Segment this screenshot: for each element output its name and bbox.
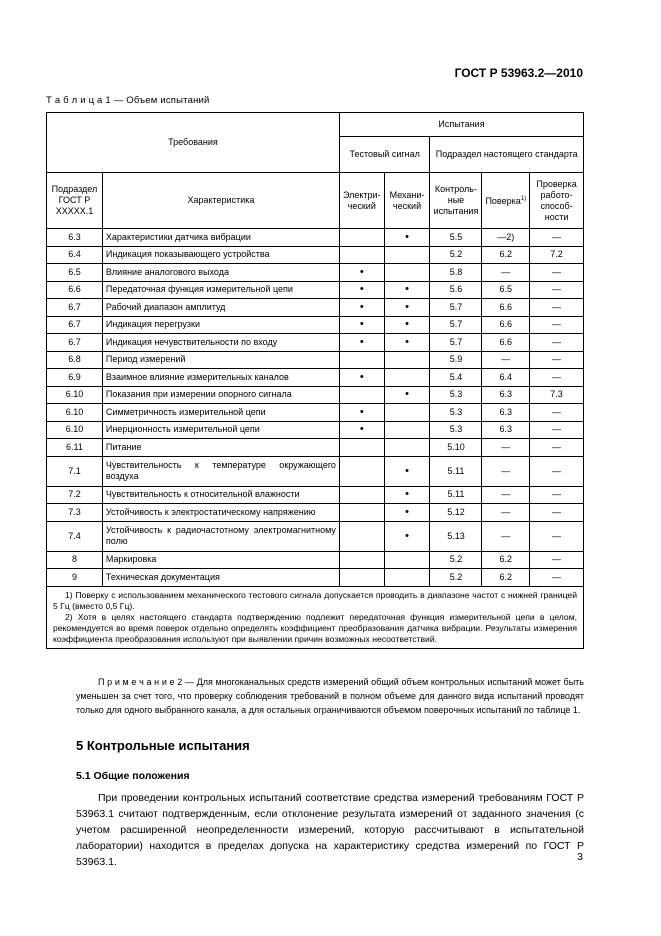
cell-electric — [339, 504, 384, 522]
cell-electric: • — [339, 281, 384, 299]
cell-characteristic: Маркировка — [102, 551, 339, 569]
cell-characteristic: Чувствительность к относительной влажности — [102, 486, 339, 504]
cell-electric: • — [339, 334, 384, 352]
document-header: ГОСТ Р 53963.2—2010 — [454, 66, 583, 80]
cell-subsection: 6.11 — [47, 439, 103, 457]
cell-subsection: 6.9 — [47, 369, 103, 387]
cell-control: 5.10 — [430, 439, 482, 457]
cell-mechanic: • — [384, 386, 430, 404]
table-row — [47, 264, 584, 282]
cell-electric: • — [339, 369, 384, 387]
cell-mechanic: • — [384, 521, 430, 551]
cell-control: 5.2 — [430, 569, 482, 587]
cell-control: 5.3 — [430, 404, 482, 422]
cell-characteristic: Устойчивость к радиочастотному электромагнитному полю — [102, 521, 339, 551]
cell-subsection: 6.7 — [47, 299, 103, 317]
cell-check: — — [530, 421, 584, 439]
cell-subsection: 7.4 — [47, 521, 103, 551]
cell-mechanic — [384, 351, 430, 369]
table-row — [47, 386, 584, 404]
cell-verify: 6.4 — [482, 369, 530, 387]
cell-verify: 6.3 — [482, 386, 530, 404]
cell-control: 5.2 — [430, 246, 482, 264]
cell-check: — — [530, 369, 584, 387]
cell-check: — — [530, 456, 584, 486]
table-row — [47, 369, 584, 387]
table-row — [47, 421, 584, 439]
cell-characteristic: Индикация показывающего устройства — [102, 246, 339, 264]
cell-control: 5.9 — [430, 351, 482, 369]
cell-mechanic — [384, 551, 430, 569]
cell-control: 5.2 — [430, 551, 482, 569]
table-row — [47, 334, 584, 352]
subsection-title: 5.1 Общие положения — [76, 770, 190, 782]
cell-verify: 6.2 — [482, 551, 530, 569]
cell-electric: • — [339, 316, 384, 334]
table-row — [47, 439, 584, 457]
cell-mechanic — [384, 264, 430, 282]
header-mechanic: Механи-ческий — [384, 173, 430, 229]
cell-mechanic — [384, 421, 430, 439]
page-number: 3 — [577, 851, 583, 863]
tests-table — [46, 112, 584, 649]
cell-check: — — [530, 316, 584, 334]
cell-electric — [339, 486, 384, 504]
table-row — [47, 351, 584, 369]
cell-characteristic: Техническая документация — [102, 569, 339, 587]
table-row — [47, 551, 584, 569]
cell-mechanic — [384, 569, 430, 587]
cell-mechanic: • — [384, 486, 430, 504]
footnote-1: 1) Поверку с использованием механического тестового сигнала допускается проводить в диапазоне частот с нижней границей 5 Гц (вместо 0,5 Гц). — [53, 589, 577, 611]
cell-check: — — [530, 504, 584, 522]
cell-mechanic: • — [384, 334, 430, 352]
cell-control: 5.7 — [430, 334, 482, 352]
cell-control: 5.5 — [430, 229, 482, 247]
cell-mechanic — [384, 246, 430, 264]
cell-check: — — [530, 521, 584, 551]
cell-mechanic: • — [384, 281, 430, 299]
cell-verify: — — [482, 264, 530, 282]
cell-control: 5.11 — [430, 486, 482, 504]
cell-characteristic: Влияние аналогового выхода — [102, 264, 339, 282]
cell-verify: — — [482, 456, 530, 486]
cell-check: — — [530, 551, 584, 569]
table-row — [47, 246, 584, 264]
cell-electric — [339, 569, 384, 587]
cell-control: 5.4 — [430, 369, 482, 387]
cell-control: 5.3 — [430, 386, 482, 404]
cell-subsection: 6.4 — [47, 246, 103, 264]
cell-verify: 6.6 — [482, 299, 530, 317]
cell-mechanic: • — [384, 456, 430, 486]
table-row — [47, 299, 584, 317]
cell-electric: • — [339, 264, 384, 282]
cell-mechanic — [384, 439, 430, 457]
body-paragraph: При проведении контрольных испытаний соответствие средства измерений требованиям ГОСТ Р 53963.1 считают подтвержденным, если отклонение результата измерений от заданного значения (с учетом расширенной неопределенности измерений, которую рассчитывают в испытательной лаборатории) находится в пределах допуска на характеристику средства измерений по ГОСТ Р 53963.1. — [76, 792, 584, 868]
table-row — [47, 486, 584, 504]
cell-characteristic: Чувствительность к температуре окружающего воздуха — [102, 456, 339, 486]
cell-verify: 6.3 — [482, 404, 530, 422]
cell-mechanic — [384, 404, 430, 422]
cell-subsection: 6.10 — [47, 421, 103, 439]
table-row — [47, 404, 584, 422]
cell-check: — — [530, 281, 584, 299]
header-electric: Электри-ческий — [339, 173, 384, 229]
cell-check: — — [530, 404, 584, 422]
cell-control: 5.11 — [430, 456, 482, 486]
cell-control: 5.8 — [430, 264, 482, 282]
cell-verify: 6.5 — [482, 281, 530, 299]
table-row — [47, 521, 584, 551]
table-footnotes — [47, 586, 584, 648]
table-caption: Т а б л и ц а 1 — Объем испытаний — [46, 95, 210, 106]
cell-verify: — — [482, 439, 530, 457]
header-test-signal: Тестовый сигнал — [339, 137, 430, 173]
cell-electric — [339, 246, 384, 264]
cell-check: — — [530, 486, 584, 504]
cell-verify: — — [482, 351, 530, 369]
header-control: Контроль-ные испытания — [430, 173, 482, 229]
cell-verify: 6.3 — [482, 421, 530, 439]
cell-check: — — [530, 351, 584, 369]
cell-characteristic: Характеристики датчика вибрации — [102, 229, 339, 247]
cell-verify: — — [482, 486, 530, 504]
cell-mechanic: • — [384, 504, 430, 522]
cell-subsection: 6.5 — [47, 264, 103, 282]
cell-check: — — [530, 439, 584, 457]
cell-subsection: 7.1 — [47, 456, 103, 486]
table-row — [47, 281, 584, 299]
cell-control: 5.13 — [430, 521, 482, 551]
cell-verify: 6.2 — [482, 246, 530, 264]
cell-check: — — [530, 229, 584, 247]
header-tests: Испытания — [339, 113, 583, 137]
cell-mechanic — [384, 369, 430, 387]
footnote-2: 2) Хотя в целях настоящего стандарта подтверждению подлежит передаточная функция измерительной цепи в целом, рекомендуется во время поверок отдельно определять коэффициент преобразования датчика вибрации. Результаты измерения коэффициента преобразования используют при выявлении причин возможных несоответствий. — [53, 611, 577, 644]
cell-electric — [339, 351, 384, 369]
cell-control: 5.3 — [430, 421, 482, 439]
cell-control: 5.7 — [430, 299, 482, 317]
cell-verify: — — [482, 521, 530, 551]
cell-control: 5.12 — [430, 504, 482, 522]
cell-electric — [339, 456, 384, 486]
cell-verify: 6.6 — [482, 316, 530, 334]
cell-electric: • — [339, 421, 384, 439]
cell-mechanic: • — [384, 299, 430, 317]
cell-characteristic: Инерционность измерительной цепи — [102, 421, 339, 439]
cell-characteristic: Индикация нечувствительности по входу — [102, 334, 339, 352]
cell-check: 7.2 — [530, 246, 584, 264]
cell-subsection: 6.7 — [47, 334, 103, 352]
cell-characteristic: Симметричность измерительной цепи — [102, 404, 339, 422]
cell-characteristic: Питание — [102, 439, 339, 457]
cell-verify: —2) — [482, 229, 530, 247]
table-row — [47, 569, 584, 587]
cell-characteristic: Период измерений — [102, 351, 339, 369]
cell-subsection: 9 — [47, 569, 103, 587]
cell-check: — — [530, 264, 584, 282]
cell-check: — — [530, 334, 584, 352]
header-sub-gost: Подраздел ГОСТ Р ХХХХХ.1 — [47, 173, 103, 229]
cell-subsection: 6.10 — [47, 386, 103, 404]
section-title: 5 Контрольные испытания — [76, 738, 250, 753]
cell-mechanic: • — [384, 229, 430, 247]
cell-electric — [339, 229, 384, 247]
cell-verify: 6.6 — [482, 334, 530, 352]
cell-subsection: 7.2 — [47, 486, 103, 504]
cell-subsection: 6.10 — [47, 404, 103, 422]
cell-mechanic: • — [384, 316, 430, 334]
cell-subsection: 8 — [47, 551, 103, 569]
cell-characteristic: Индикация перегрузки — [102, 316, 339, 334]
header-verify: Поверка$^{1)}$ — [482, 173, 530, 229]
header-requirements: Требования — [47, 113, 340, 173]
cell-subsection: 6.6 — [47, 281, 103, 299]
cell-subsection: 6.3 — [47, 229, 103, 247]
header-check: Проверка работо-способ-ности — [530, 173, 584, 229]
cell-verify: 6.2 — [482, 569, 530, 587]
cell-check: — — [530, 569, 584, 587]
cell-electric — [339, 386, 384, 404]
table-row — [47, 316, 584, 334]
cell-control: 5.6 — [430, 281, 482, 299]
header-subsection: Подраздел настоящего стандарта — [430, 137, 584, 173]
cell-characteristic: Показания при измерении опорного сигнала — [102, 386, 339, 404]
cell-characteristic: Передаточная функция измерительной цепи — [102, 281, 339, 299]
cell-check: 7.3 — [530, 386, 584, 404]
note-2: П р и м е ч а н и е 2 — Для многоканальных средств измерений общий объем контрольных испытаний может быть уменьшен за счет того, что проверку соблюдения требований в полном объеме для данного вида испытаний проводят только для одного выбранного канала, а для остальных ограничиваются объемом поверочных испытаний по таблице 1. — [76, 677, 584, 715]
table-row — [47, 229, 584, 247]
cell-electric — [339, 439, 384, 457]
cell-verify: — — [482, 504, 530, 522]
cell-electric: • — [339, 404, 384, 422]
cell-control: 5.7 — [430, 316, 482, 334]
cell-electric — [339, 551, 384, 569]
cell-characteristic: Взаимное влияние измерительных каналов — [102, 369, 339, 387]
cell-electric — [339, 521, 384, 551]
cell-characteristic: Устойчивость к электростатическому напряжению — [102, 504, 339, 522]
cell-subsection: 7.3 — [47, 504, 103, 522]
table-row — [47, 456, 584, 486]
cell-characteristic: Рабочий диапазон амплитуд — [102, 299, 339, 317]
cell-electric: • — [339, 299, 384, 317]
cell-subsection: 6.7 — [47, 316, 103, 334]
header-characteristic: Характеристика — [102, 173, 339, 229]
cell-check: — — [530, 299, 584, 317]
cell-subsection: 6.8 — [47, 351, 103, 369]
table-row — [47, 504, 584, 522]
